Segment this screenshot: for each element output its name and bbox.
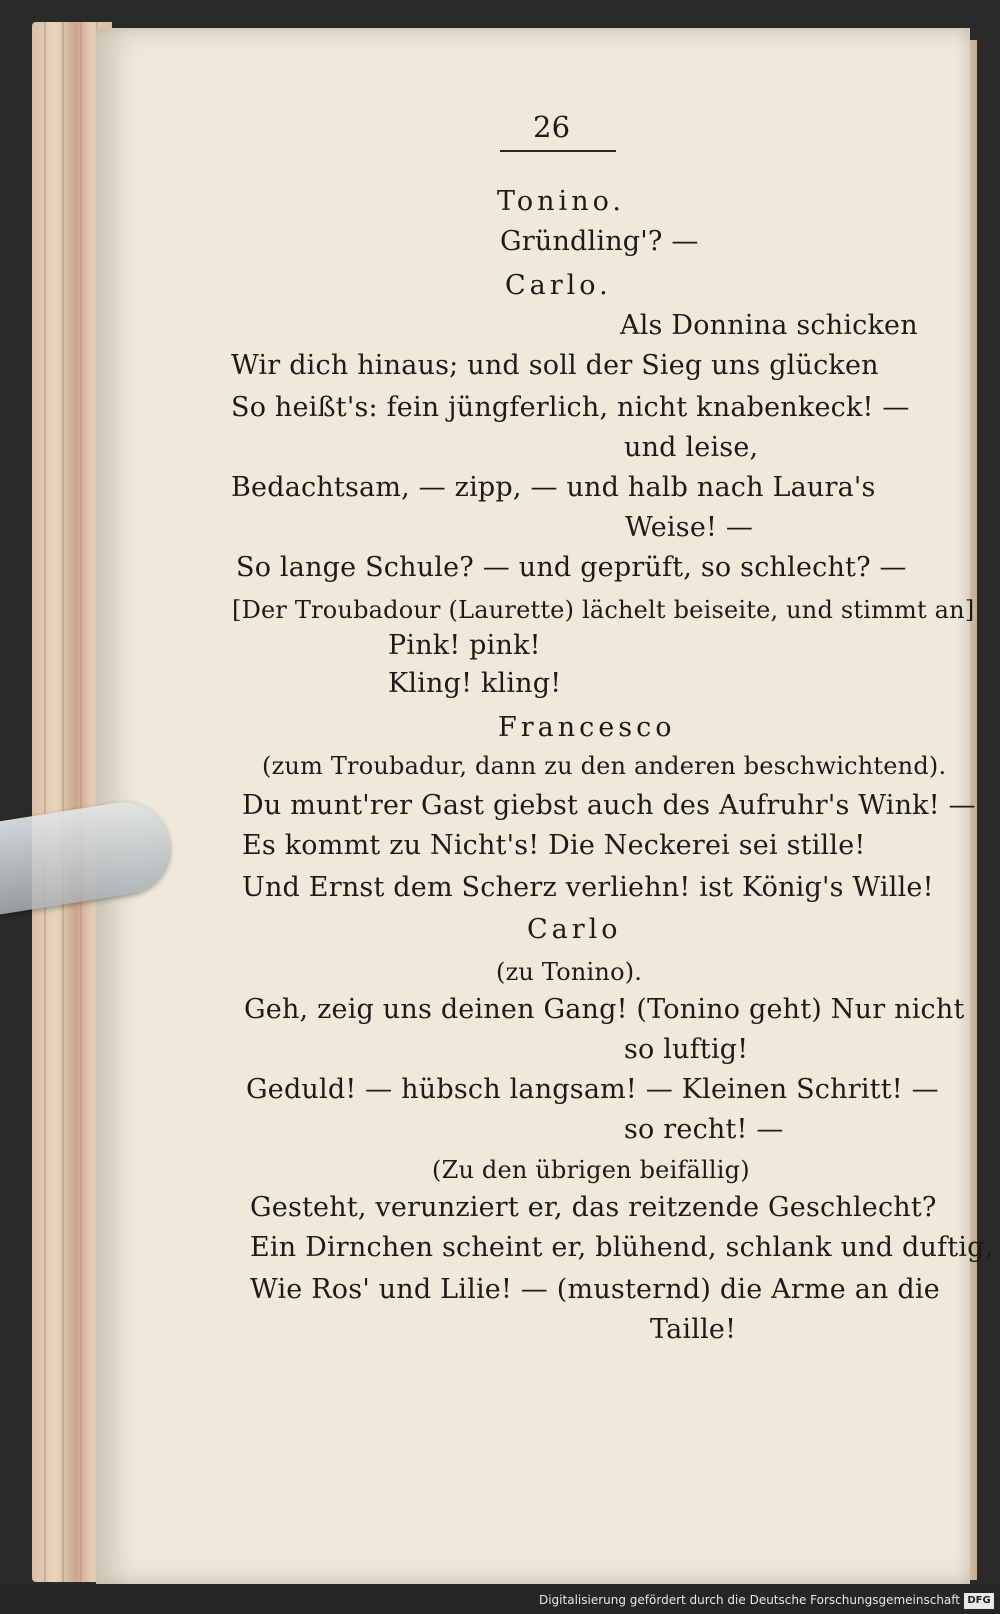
speaker-name: Carlo.	[505, 270, 612, 301]
footer-credit: Digitalisierung gefördert durch die Deutsche Forschungsgemeinschaft	[538, 1593, 960, 1607]
text-line: Gesteht, verunziert er, das reitzende Geschlecht?	[250, 1192, 937, 1223]
dfg-logo: DFG	[964, 1593, 994, 1609]
text-line: Wir dich hinaus; und soll der Sieg uns glücken	[231, 350, 879, 381]
text-line: Ein Dirnchen scheint er, blühend, schlank und duftig,	[250, 1232, 994, 1263]
text-line: so recht! —	[624, 1114, 784, 1145]
text-line: So lange Schule? — und geprüft, so schlecht? —	[236, 552, 907, 583]
text-line: Wie Ros' und Lilie! — (musternd) die Arme an die	[250, 1274, 940, 1305]
stage-direction: (zum Troubadur, dann zu den anderen beschwichtend).	[262, 752, 947, 780]
text-line: Und Ernst dem Scherz verliehn! ist König's Wille!	[242, 872, 934, 903]
text-line: Du munt'rer Gast giebst auch des Aufruhr's Wink! —	[242, 790, 976, 821]
text-line: so luftig!	[624, 1034, 749, 1065]
text-line: Bedachtsam, — zipp, — und halb nach Laura's	[231, 472, 876, 503]
text-line: Kling! kling!	[388, 668, 562, 699]
text-line: Als Donnina schicken	[620, 310, 918, 341]
text-line: Pink! pink!	[388, 630, 541, 661]
text-line: und leise,	[624, 432, 759, 463]
stage-direction: [Der Troubadour (Laurette) lächelt beiseite, und stimmt an]	[232, 596, 975, 624]
text-line: Weise! —	[625, 512, 754, 543]
speaker-name: Carlo	[527, 914, 622, 945]
page-number-rule	[500, 150, 616, 152]
text-line: So heißt's: fein jüngferlich, nicht knabenkeck! —	[231, 392, 910, 423]
speaker-name: Tonino.	[497, 186, 625, 217]
stage-direction: (Zu den übrigen beifällig)	[432, 1156, 750, 1184]
text-line: Geh, zeig uns deinen Gang! (Tonino geht) Nur nicht	[244, 994, 965, 1025]
text-line: Es kommt zu Nicht's! Die Neckerei sei stille!	[242, 830, 866, 861]
text-line: Gründling'? —	[500, 226, 699, 257]
page-number: 26	[533, 110, 571, 144]
stage-direction: (zu Tonino).	[496, 958, 643, 986]
text-line: Geduld! — hübsch langsam! — Kleinen Schritt! —	[246, 1074, 939, 1105]
text-line: Taille!	[650, 1314, 737, 1345]
speaker-name: Francesco	[498, 712, 676, 743]
